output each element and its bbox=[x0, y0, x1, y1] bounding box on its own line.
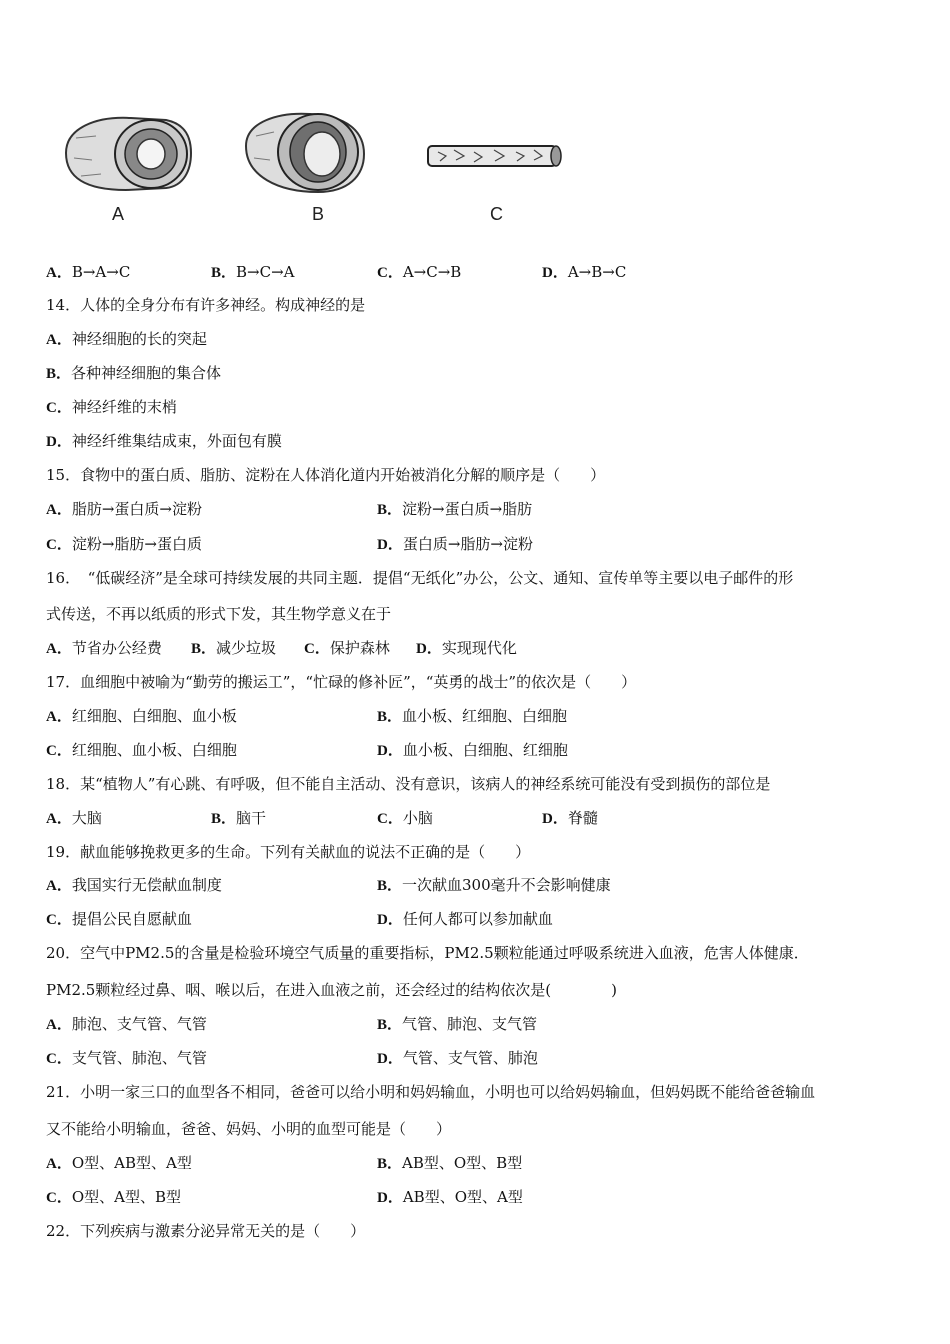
q20-stem-line1: 20．空气中PM2.5的含量是检验环境空气质量的重要指标，PM2.5颗粒能通过呼吸系统进入血液，危害人体健康． bbox=[46, 944, 809, 962]
q22-stem: 22．下列疾病与激素分泌异常无关的是（ ） bbox=[46, 1222, 366, 1240]
q14-option-c[interactable]: C．神经纤维的末梢 bbox=[46, 398, 177, 416]
q21-option-c[interactable]: C．O型、A型、B型 bbox=[46, 1188, 181, 1206]
vessel-label-b: B bbox=[312, 204, 325, 224]
q19-option-d[interactable]: D．任何人都可以参加献血 bbox=[377, 910, 553, 928]
q14-stem: 14．人体的全身分布有许多神经。构成神经的是 bbox=[46, 296, 366, 314]
q13-option-c[interactable]: C．A→C→B bbox=[377, 263, 462, 281]
q17-option-a[interactable]: A．红细胞、白细胞、血小板 bbox=[46, 707, 237, 725]
q18-stem: 18．某“植物人”有心跳、有呼吸，但不能自主活动、没有意识，该病人的神经系统可能没有受到损伤的部位是 bbox=[46, 775, 771, 793]
q16-option-a[interactable]: A．节省办公经费 bbox=[46, 639, 162, 657]
q16-stem-line1: 16． “低碳经济”是全球可持续发展的共同主题．提倡“无纸化”办公，公文、通知、宣传单等主要以电子邮件的形 bbox=[46, 569, 794, 587]
q21-option-d[interactable]: D．AB型、O型、A型 bbox=[377, 1188, 523, 1206]
q14-option-a[interactable]: A．神经细胞的长的突起 bbox=[46, 330, 207, 348]
q16-option-d[interactable]: D．实现现代化 bbox=[416, 639, 517, 657]
q15-option-d[interactable]: D．蛋白质→脂肪→淀粉 bbox=[377, 535, 533, 553]
q18-option-b[interactable]: B．脑干 bbox=[211, 809, 267, 827]
q18-option-a[interactable]: A．大脑 bbox=[46, 809, 102, 827]
vessel-label-c: C bbox=[490, 204, 503, 224]
q15-stem: 15．食物中的蛋白质、脂肪、淀粉在人体消化道内开始被消化分解的顺序是（ ） bbox=[46, 466, 606, 484]
q18-option-c[interactable]: C．小脑 bbox=[377, 809, 433, 827]
q21-option-b[interactable]: B．AB型、O型、B型 bbox=[377, 1154, 523, 1172]
q16-option-b[interactable]: B．减少垃圾 bbox=[191, 639, 277, 657]
q19-option-c[interactable]: C．提倡公民自愿献血 bbox=[46, 910, 192, 928]
vessel-a-image bbox=[56, 108, 196, 198]
q21-option-a[interactable]: A．O型、AB型、A型 bbox=[46, 1154, 192, 1172]
vessel-c-image bbox=[424, 140, 564, 172]
q19-option-a[interactable]: A．我国实行无偿献血制度 bbox=[46, 876, 222, 894]
q13-option-a[interactable]: A．B→A→C bbox=[46, 263, 131, 281]
q21-stem-line2: 又不能给小明输血，爸爸、妈妈、小明的血型可能是（ ） bbox=[46, 1120, 452, 1138]
blood-vessel-figure bbox=[50, 100, 610, 240]
vessel-b-image bbox=[238, 106, 368, 198]
vessel-label-a: A bbox=[112, 204, 125, 224]
q18-option-d[interactable]: D．脊髓 bbox=[542, 809, 598, 827]
q15-option-c[interactable]: C．淀粉→脂肪→蛋白质 bbox=[46, 535, 202, 553]
q17-option-d[interactable]: D．血小板、白细胞、红细胞 bbox=[377, 741, 568, 759]
q19-stem: 19．献血能够挽救更多的生命。下列有关献血的说法不正确的是（ ） bbox=[46, 843, 531, 861]
q15-option-b[interactable]: B．淀粉→蛋白质→脂肪 bbox=[377, 500, 533, 518]
q16-stem-line2: 式传送，不再以纸质的形式下发，其生物学意义在于 bbox=[46, 605, 392, 623]
q20-stem-line2: PM2.5颗粒经过鼻、咽、喉以后，在进入血液之前，还会经过的结构依次是( ) bbox=[46, 981, 618, 999]
q20-option-b[interactable]: B．气管、肺泡、支气管 bbox=[377, 1015, 538, 1033]
q20-option-a[interactable]: A．肺泡、支气管、气管 bbox=[46, 1015, 207, 1033]
q13-option-b[interactable]: B．B→C→A bbox=[211, 263, 295, 281]
q21-stem-line1: 21．小明一家三口的血型各不相同，爸爸可以给小明和妈妈输血，小明也可以给妈妈输血，但妈妈既不能给爸爸输血 bbox=[46, 1083, 816, 1101]
q20-option-c[interactable]: C．支气管、肺泡、气管 bbox=[46, 1049, 207, 1067]
q17-option-b[interactable]: B．血小板、红细胞、白细胞 bbox=[377, 707, 568, 725]
q14-option-b[interactable]: B．各种神经细胞的集合体 bbox=[46, 364, 222, 382]
q20-option-d[interactable]: D．气管、支气管、肺泡 bbox=[377, 1049, 538, 1067]
q19-option-b[interactable]: B．一次献血300毫升不会影响健康 bbox=[377, 876, 611, 894]
q17-stem: 17．血细胞中被喻为“勤劳的搬运工”，“忙碌的修补匠”，“英勇的战士”的依次是（ ） bbox=[46, 673, 637, 691]
q15-option-a[interactable]: A．脂肪→蛋白质→淀粉 bbox=[46, 500, 202, 518]
q13-option-d[interactable]: D．A→B→C bbox=[542, 263, 627, 281]
q17-option-c[interactable]: C．红细胞、血小板、白细胞 bbox=[46, 741, 237, 759]
q14-option-d[interactable]: D．神经纤维集结成束，外面包有膜 bbox=[46, 432, 282, 450]
q16-option-c[interactable]: C．保护森林 bbox=[304, 639, 390, 657]
